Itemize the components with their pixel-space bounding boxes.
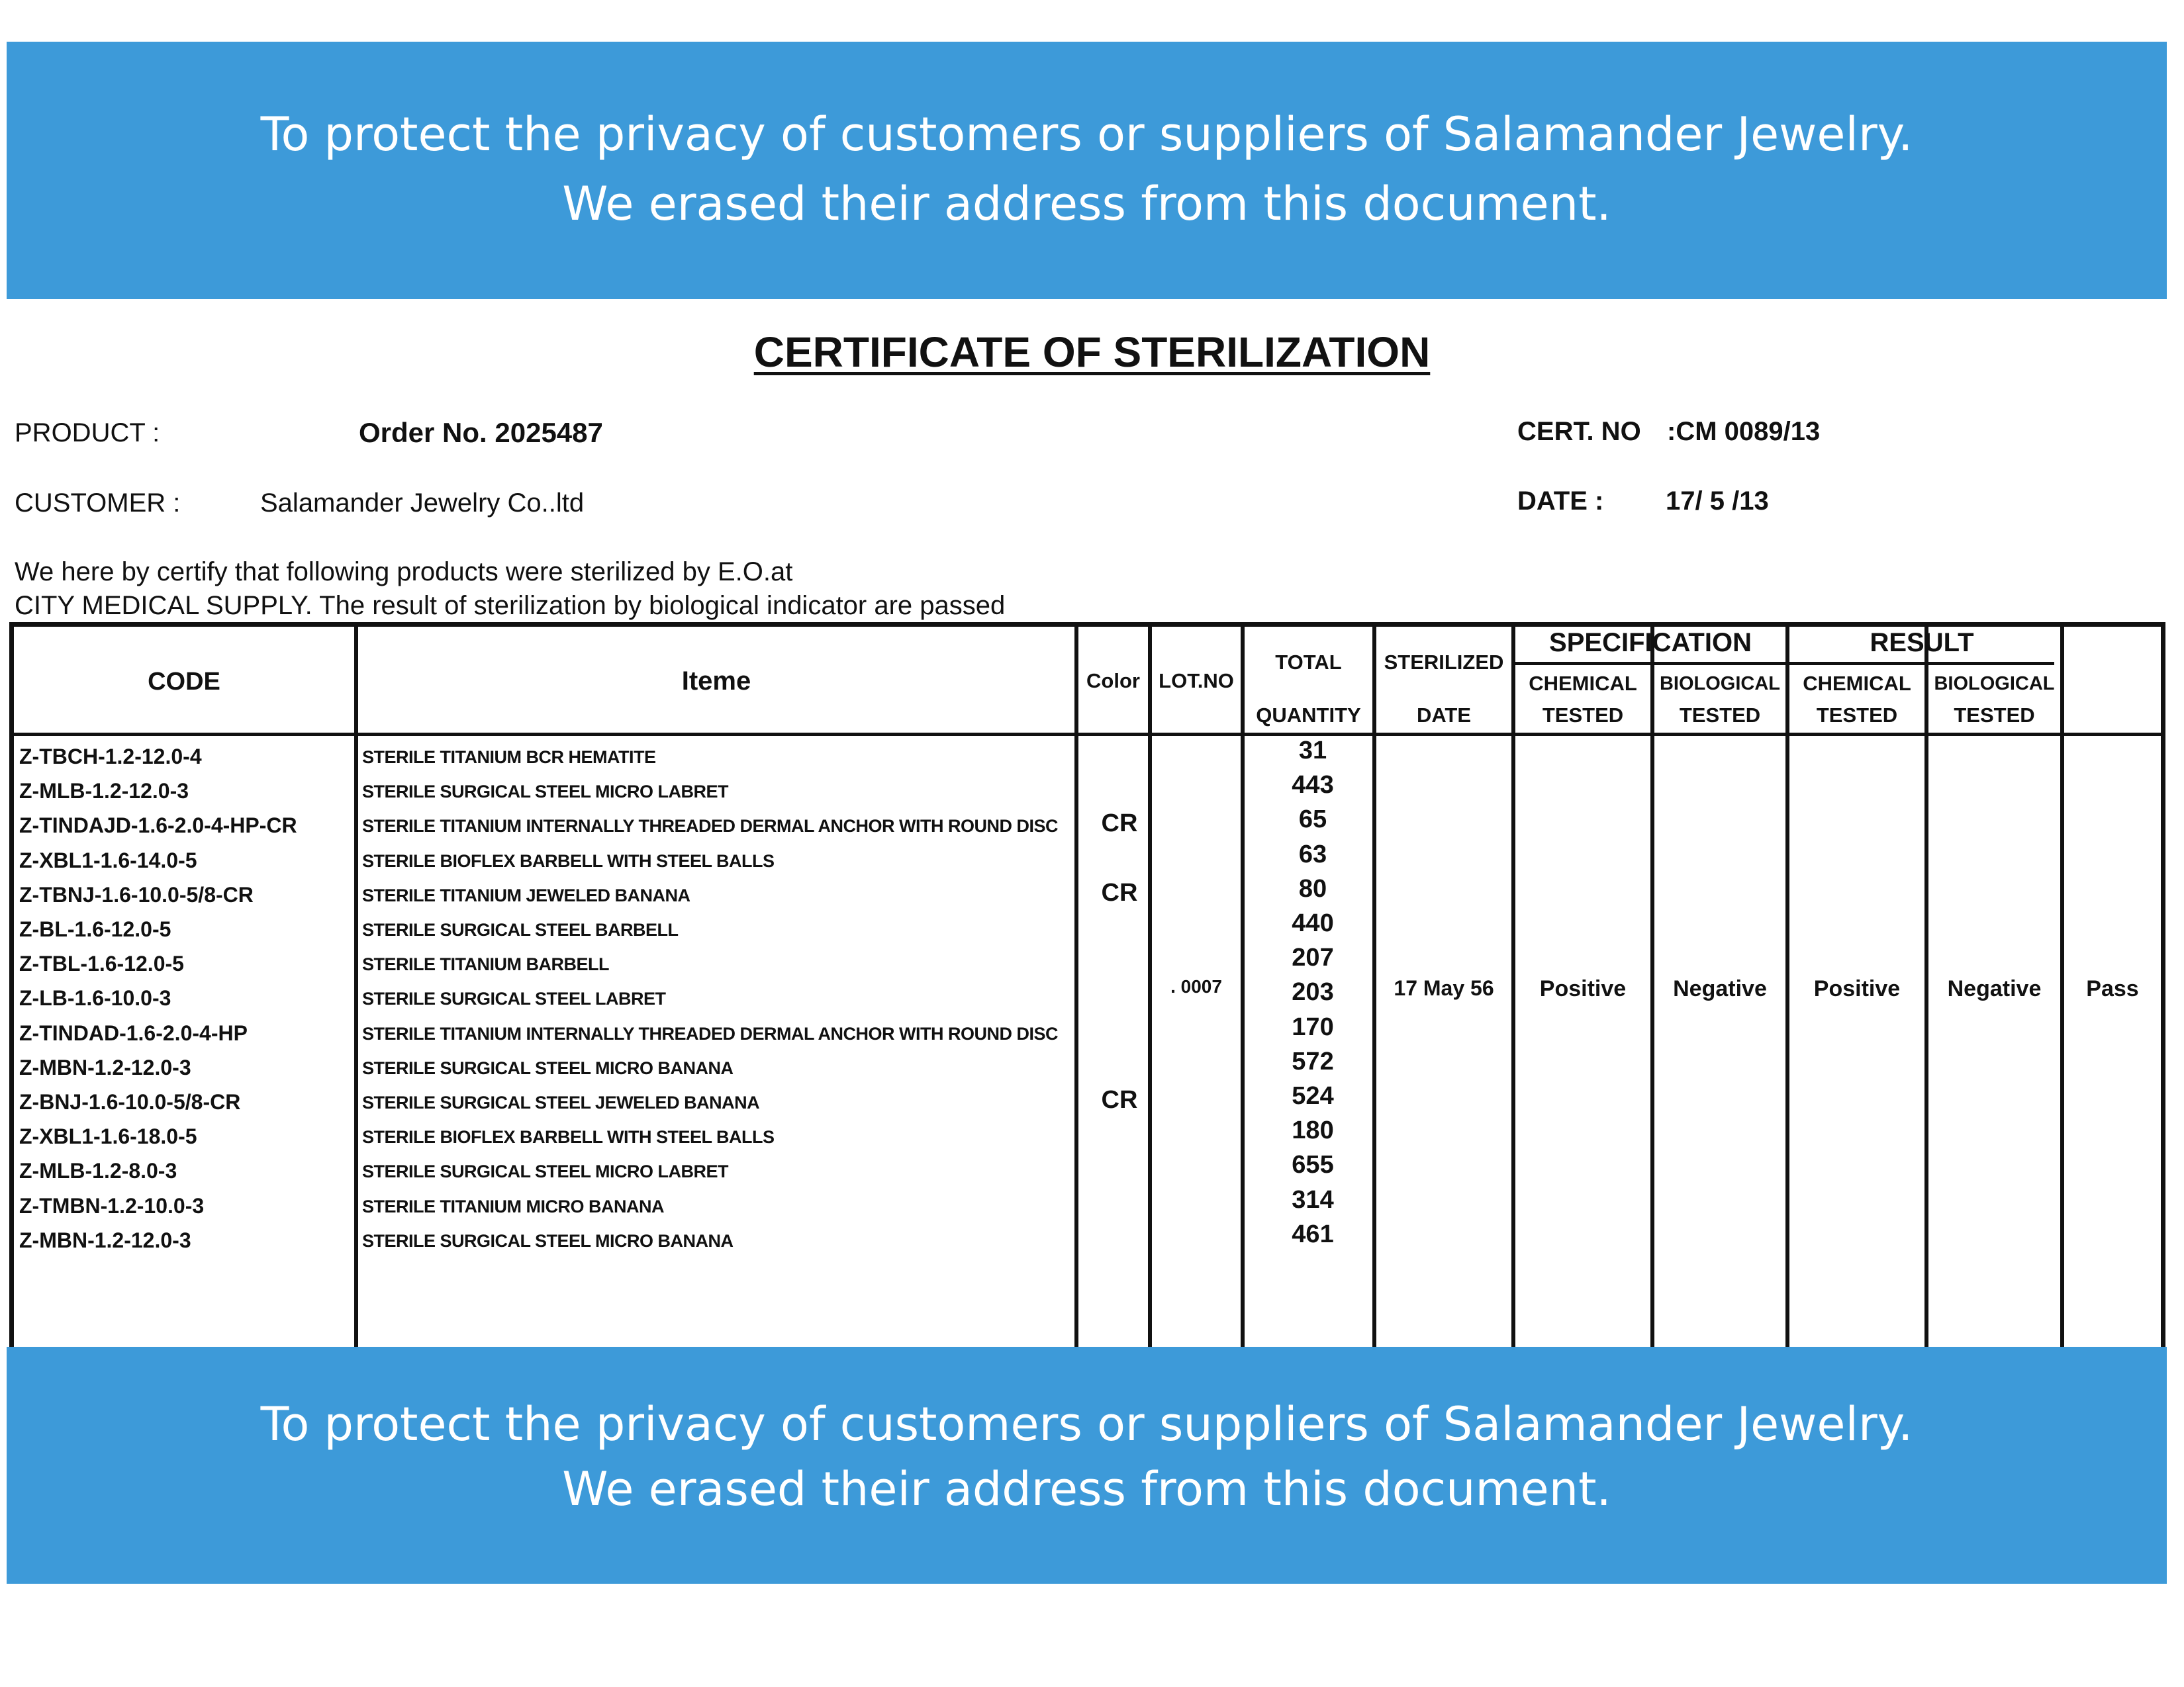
- header-sterilized: STERILIZED: [1384, 651, 1504, 674]
- row-item: STERILE SURGICAL STEEL MICRO LABRET: [362, 1162, 729, 1182]
- cert-no-value: :CM 0089/13: [1667, 417, 1821, 446]
- row-item: STERILE SURGICAL STEEL MICRO BANANA: [362, 1230, 734, 1251]
- row-item: STERILE BIOFLEX BARBELL WITH STEEL BALLS: [362, 850, 775, 871]
- header-sterilized-date: DATE: [1416, 704, 1472, 727]
- row-item: STERILE TITANIUM JEWELED BANANA: [362, 885, 690, 905]
- spec-chemical-value: Positive: [1539, 976, 1627, 1001]
- row-code: Z-XBL1-1.6-14.0-5: [19, 848, 197, 872]
- lot-number: . 0007: [1170, 976, 1222, 997]
- row-code: Z-TMBN-1.2-10.0-3: [19, 1193, 205, 1218]
- row-quantity: 207: [1292, 944, 1334, 972]
- product-value: Order No. 2025487: [359, 417, 603, 448]
- result-chemical-value: Positive: [1813, 976, 1901, 1001]
- row-item: STERILE BIOFLEX BARBELL WITH STEEL BALLS: [362, 1127, 775, 1148]
- row-quantity: 314: [1292, 1185, 1334, 1214]
- header-result-biological: BIOLOGICAL: [1934, 673, 2055, 694]
- row-quantity: 203: [1292, 978, 1334, 1007]
- row-code: Z-TINDAD-1.6-2.0-4-HP: [19, 1021, 248, 1045]
- row-quantity: 440: [1292, 909, 1334, 937]
- customer-label: CUSTOMER :: [15, 488, 181, 518]
- privacy-notice-line2: We erased their address from this document.: [562, 177, 1611, 231]
- sterilized-date-value: 17 May 56: [1394, 976, 1494, 1000]
- row-item: STERILE TITANIUM MICRO BANANA: [362, 1196, 664, 1216]
- row-item: STERILE TITANIUM BCR HEMATITE: [362, 747, 656, 767]
- header-result: RESULT: [1870, 628, 1974, 657]
- header-spec-chemical-tested: TESTED: [1542, 704, 1624, 727]
- header-spec-biological: BIOLOGICAL: [1659, 673, 1781, 694]
- document-title: CERTIFICATE OF STERILIZATION: [753, 328, 1431, 376]
- privacy-notice-line1: To protect the privacy of customers or suppliers of Salamander Jewelry.: [260, 107, 1913, 161]
- privacy-banner-top: [7, 42, 2167, 299]
- row-quantity: 524: [1292, 1082, 1334, 1110]
- header-spec-chemical: CHEMICAL: [1529, 672, 1637, 695]
- row-quantity: 180: [1292, 1117, 1334, 1145]
- date-value: 17/ 5 /13: [1666, 486, 1769, 516]
- spec-biological-value: Negative: [1673, 976, 1767, 1001]
- header-item: Iteme: [681, 666, 751, 696]
- row-code: Z-TINDAJD-1.6-2.0-4-HP-CR: [19, 813, 297, 838]
- row-color: CR: [1101, 1086, 1138, 1114]
- row-quantity: 31: [1298, 737, 1327, 764]
- row-quantity: 572: [1292, 1047, 1334, 1075]
- statement-line1: We here by certify that following products were sterilized by E.O.at: [15, 557, 793, 586]
- header-spec-biological-tested: TESTED: [1679, 704, 1761, 727]
- privacy-notice-line1: To protect the privacy of customers or suppliers of Salamander Jewelry.: [260, 1397, 1913, 1451]
- row-quantity: 461: [1292, 1220, 1334, 1248]
- final-result-value: Pass: [2086, 976, 2139, 1001]
- cert-no-label: CERT. NO: [1517, 417, 1641, 446]
- row-item: STERILE TITANIUM BARBELL: [362, 954, 609, 975]
- row-code: Z-XBL1-1.6-18.0-5: [19, 1124, 197, 1149]
- row-code: Z-LB-1.6-10.0-3: [19, 986, 171, 1011]
- statement-line2: CITY MEDICAL SUPPLY. The result of sterilization by biological indicator are passed: [15, 591, 1006, 620]
- row-item: STERILE SURGICAL STEEL JEWELED BANANA: [362, 1093, 760, 1113]
- row-code: Z-MLB-1.2-12.0-3: [19, 779, 189, 803]
- header-specification: SPECIFICATION: [1549, 628, 1752, 657]
- row-code: Z-BL-1.6-12.0-5: [19, 917, 171, 941]
- sterilization-table: [9, 622, 2165, 1347]
- header-lot-no: LOT.NO: [1159, 669, 1234, 692]
- date-label: DATE :: [1517, 486, 1604, 516]
- header-total: TOTAL: [1275, 651, 1342, 674]
- privacy-banner-bottom: [7, 1347, 2167, 1584]
- row-item: STERILE SURGICAL STEEL MICRO LABRET: [362, 782, 729, 802]
- result-biological-value: Negative: [1947, 976, 2042, 1001]
- row-color: CR: [1101, 809, 1138, 838]
- row-code: Z-MLB-1.2-8.0-3: [19, 1159, 177, 1183]
- row-item: STERILE TITANIUM INTERNALLY THREADED DERMAL ANCHOR WITH ROUND DISC: [362, 1023, 1058, 1044]
- row-item: STERILE SURGICAL STEEL LABRET: [362, 989, 666, 1009]
- header-code: CODE: [148, 668, 220, 696]
- row-code: Z-MBN-1.2-12.0-3: [19, 1228, 191, 1252]
- row-item: STERILE TITANIUM INTERNALLY THREADED DERMAL ANCHOR WITH ROUND DISC: [362, 816, 1058, 837]
- row-quantity: 65: [1298, 805, 1327, 834]
- row-quantity: 80: [1298, 874, 1327, 903]
- header-result-chemical-tested: TESTED: [1816, 704, 1898, 727]
- header-result-biological-tested: TESTED: [1954, 704, 2035, 727]
- row-color: CR: [1101, 878, 1138, 907]
- header-result-chemical: CHEMICAL: [1803, 672, 1911, 695]
- row-item: STERILE SURGICAL STEEL MICRO BANANA: [362, 1058, 734, 1078]
- row-quantity: 170: [1292, 1013, 1334, 1041]
- row-code: Z-MBN-1.2-12.0-3: [19, 1055, 191, 1079]
- header-quantity: QUANTITY: [1256, 704, 1361, 727]
- privacy-notice-line2: We erased their address from this document.: [562, 1462, 1611, 1516]
- row-code: Z-BNJ-1.6-10.0-5/8-CR: [19, 1090, 241, 1114]
- row-code: Z-TBNJ-1.6-10.0-5/8-CR: [19, 882, 254, 907]
- row-item: STERILE SURGICAL STEEL BARBELL: [362, 920, 679, 940]
- product-label: PRODUCT :: [15, 418, 160, 447]
- row-quantity: 63: [1298, 840, 1327, 868]
- row-code: Z-TBL-1.6-12.0-5: [19, 952, 184, 976]
- row-quantity: 443: [1292, 771, 1334, 799]
- header-color: Color: [1086, 669, 1140, 692]
- customer-value: Salamander Jewelry Co..ltd: [260, 488, 585, 518]
- row-code: Z-TBCH-1.2-12.0-4: [19, 745, 202, 768]
- row-quantity: 655: [1292, 1151, 1334, 1179]
